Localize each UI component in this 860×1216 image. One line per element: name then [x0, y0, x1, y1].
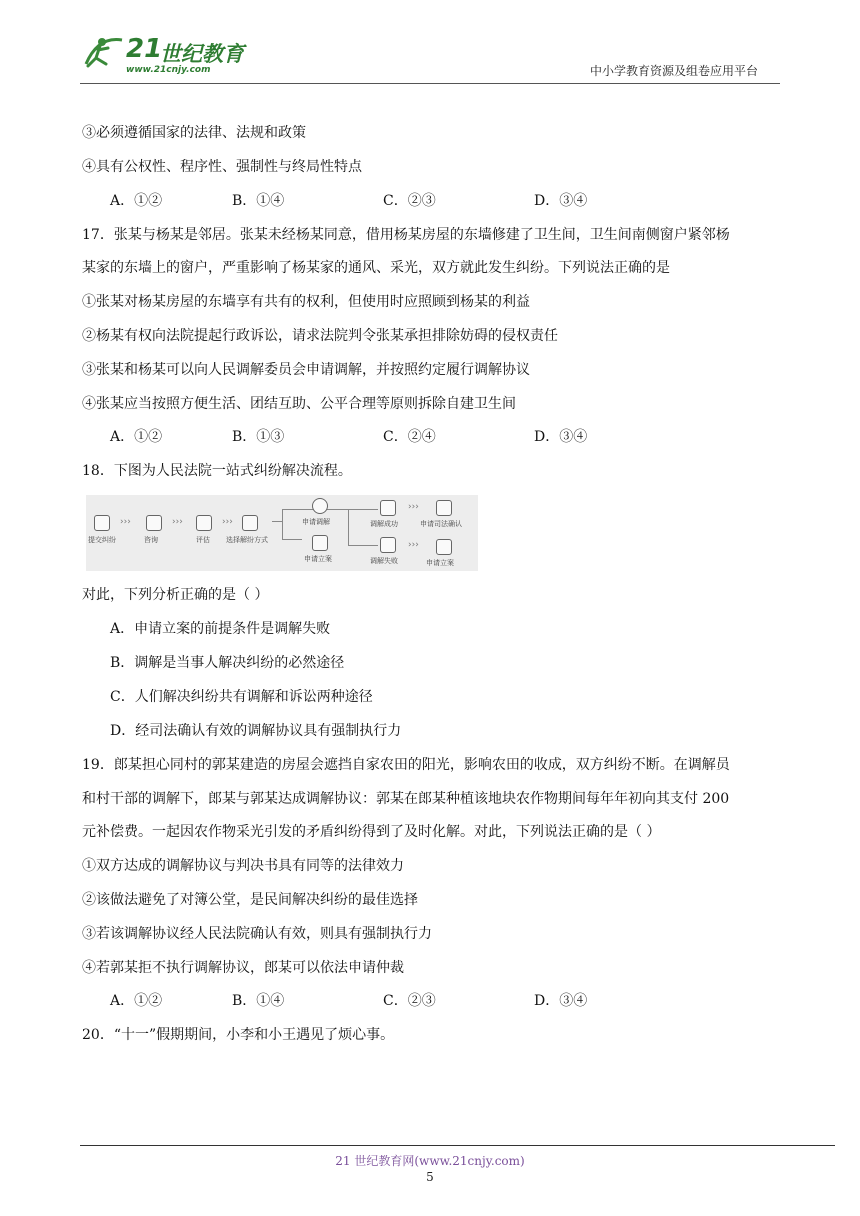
q19-item-1: ①双方达成的调解协议与判决书具有同等的法律效力: [82, 858, 404, 874]
flow-mediation-success: 调解成功: [370, 520, 398, 528]
connector: [348, 509, 349, 545]
q17-option-d: D．③④: [534, 429, 588, 445]
logo-url: www.21cnjy.com: [126, 65, 211, 75]
platform-name: 中小学教育资源及组卷应用平台: [590, 64, 759, 78]
arrow-icon: ›››: [408, 502, 419, 512]
q18-question: 对此，下列分析正确的是（ ）: [82, 587, 269, 603]
page-number: 5: [426, 1170, 434, 1184]
footer-divider: [80, 1145, 835, 1146]
q17-item-1: ①张某对杨某房屋的东墙享有共有的权利，但使用时应照顾到杨某的利益: [82, 294, 530, 310]
arrow-icon: ›››: [408, 540, 419, 550]
arrow-icon: ›››: [172, 517, 183, 527]
q16-option-c: C．②③: [383, 193, 436, 209]
q19-item-3: ③若该调解协议经人民法院确认有效，则具有强制执行力: [82, 926, 432, 942]
q16-option-d: D．③④: [534, 193, 588, 209]
dispute-resolution-flowchart: [86, 495, 478, 571]
q17-item-4: ④张某应当按照方便生活、团结互助、公平合理等原则拆除自建卫生间: [82, 396, 516, 412]
q16-option-b: B．①④: [232, 193, 285, 209]
q19-option-d: D．③④: [534, 993, 588, 1009]
q20-stem: 20．“十一”假期期间，小李和小王遇见了烦心事。: [82, 1027, 395, 1043]
logo: [78, 30, 248, 78]
judicial-confirm-icon: [436, 500, 452, 516]
connector: [272, 521, 282, 522]
flow-step-consult: 咨询: [144, 536, 158, 544]
logo-number: 21: [126, 34, 163, 64]
flow-judicial-confirm: 申请司法确认: [420, 520, 462, 528]
q19-stem-line-3: 元补偿费。一起因农作物采光引发的矛盾纠纷得到了及时化解。对此，下列说法正确的是（ ）: [82, 824, 661, 840]
q16-item-4: ④具有公权性、程序性、强制性与终局性特点: [82, 159, 362, 175]
q17-option-a: A．①②: [110, 429, 163, 445]
connector: [282, 539, 302, 540]
q19-item-2: ②该做法避免了对簿公堂，是民间解决纠纷的最佳选择: [82, 892, 418, 908]
arrow-icon: ›››: [222, 517, 233, 527]
q19-option-b: B．①④: [232, 993, 285, 1009]
mediation-icon: [312, 498, 328, 514]
consult-icon: [146, 515, 162, 531]
case-filing-icon: [312, 535, 328, 551]
q19-item-4: ④若郭某拒不执行调解协议，郎某可以依法申请仲裁: [82, 960, 404, 976]
q18-stem: 18．下图为人民法院一站式纠纷解决流程。: [82, 463, 352, 479]
q17-stem-line-2: 某家的东墙上的窗户，严重影响了杨某家的通风、采光，双方就此发生纠纷。下列说法正确的是: [82, 260, 670, 276]
flow-step-evaluate: 评估: [196, 536, 210, 544]
q17-item-2: ②杨某有权向法院提起行政诉讼，请求法院判令张某承担排除妨碍的侵权责任: [82, 328, 558, 344]
q19-stem-line-2: 和村干部的调解下，郎某与郭某达成调解协议：郭某在郎某种植该地块农作物期间每年年初向其支付 200: [82, 791, 730, 807]
q18-option-b: B．调解是当事人解决纠纷的必然途径: [110, 655, 345, 671]
q16-item-3: ③必须遵循国家的法律、法规和政策: [82, 125, 306, 141]
submit-dispute-icon: [94, 515, 110, 531]
q17-item-3: ③张某和杨某可以向人民调解委员会申请调解，并按照约定履行调解协议: [82, 362, 530, 378]
header-divider: [80, 83, 780, 84]
flow-apply-filing: 申请立案: [304, 555, 332, 563]
arrow-icon: ›››: [120, 517, 131, 527]
q18-option-c: C．人们解决纠纷共有调解和诉讼两种途径: [110, 689, 373, 705]
q17-option-c: C．②④: [383, 429, 436, 445]
flow-apply-mediation: 申请调解: [302, 518, 330, 526]
flow-step-choose: 选择解纷方式: [226, 536, 268, 544]
evaluate-icon: [196, 515, 212, 531]
q19-option-c: C．②③: [383, 993, 436, 1009]
logo-text: 世纪教育: [160, 42, 244, 66]
flow-step-submit: 提交纠纷: [88, 536, 116, 544]
q19-stem-line-1: 19．郎某担心同村的郭某建造的房屋会遮挡自家农田的阳光，影响农田的收成，双方纠纷不断。在调解员: [82, 757, 730, 773]
connector: [348, 545, 378, 546]
choose-method-icon: [242, 515, 258, 531]
filing-result-icon: [436, 539, 452, 555]
q19-option-a: A．①②: [110, 993, 163, 1009]
q18-option-a: A．申请立案的前提条件是调解失败: [110, 621, 331, 637]
connector: [282, 509, 283, 539]
q17-option-b: B．①③: [232, 429, 285, 445]
flow-filing-result: 申请立案: [426, 559, 454, 567]
flow-mediation-fail: 调解失败: [370, 557, 398, 565]
mediation-success-icon: [380, 500, 396, 516]
footer-site-link[interactable]: 21 世纪教育网(www.21cnjy.com): [335, 1154, 525, 1168]
q18-option-d: D．经司法确认有效的调解协议具有强制执行力: [110, 723, 402, 739]
q16-option-a: A．①②: [110, 193, 163, 209]
mediation-fail-icon: [380, 537, 396, 553]
q17-stem-line-1: 17．张某与杨某是邻居。张某未经杨某同意，借用杨某房屋的东墙修建了卫生间，卫生间南侧窗户紧邻杨: [82, 227, 730, 243]
connector: [348, 509, 378, 510]
